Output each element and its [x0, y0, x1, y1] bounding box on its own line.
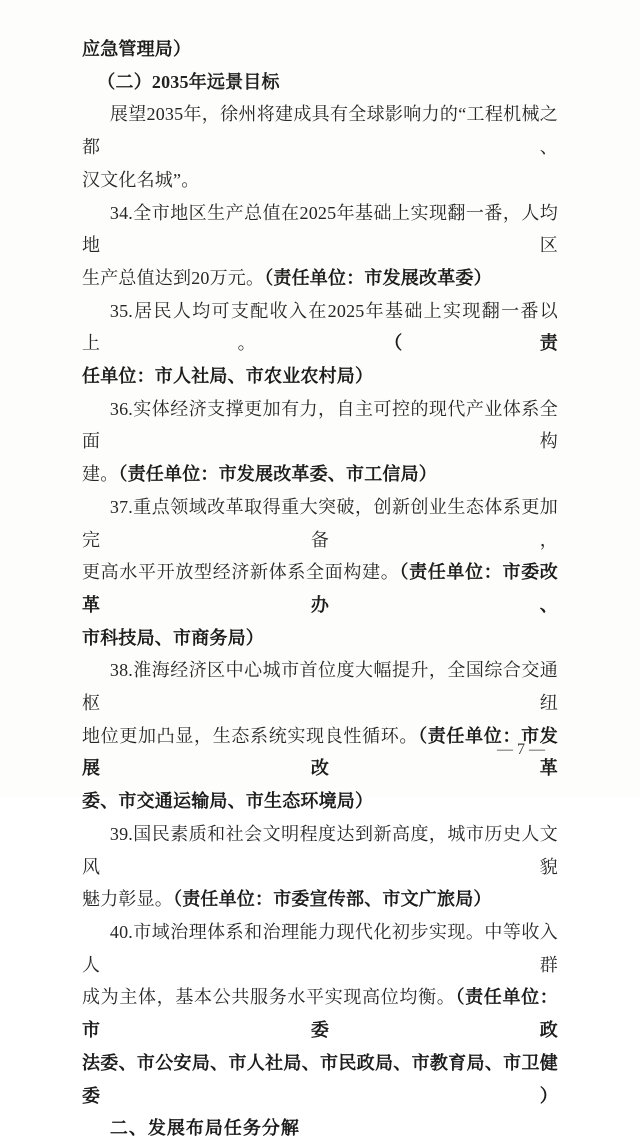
responsibility-unit-text: （责 [393, 333, 558, 354]
responsibility-unit-text: 法委、市公安局、市人社局、市民政局、市教育局、市卫健委） [82, 1052, 558, 1106]
body-text: 38.淮海经济区中心城市首位度大幅提升，全国综合交通枢纽 [82, 660, 558, 714]
document-line [82, 622, 558, 655]
document-line [82, 1047, 558, 1112]
body-text: 34.全市地区生产总值在2025年基础上实现翻一番，人均地区 [82, 202, 558, 256]
responsibility-unit-text: （责任单位：市发展改革 [82, 725, 558, 779]
responsibility-unit-text: 二、发展布局任务分解 [109, 1118, 300, 1139]
document-line [82, 197, 558, 262]
responsibility-unit-text: 委、市交通运输局、市生态环境局） [82, 791, 374, 812]
responsibility-unit-text: （责任单位：市委改革办、 [82, 562, 558, 615]
document-line [82, 262, 558, 295]
document-line [82, 66, 558, 99]
responsibility-unit-text: 应急管理局） [82, 39, 192, 59]
body-text: 成为主体，基本公共服务水平实现高位均衡。 [82, 987, 456, 1008]
responsibility-unit-text: （责任单位：市发展改革委、市工信局） [118, 464, 438, 485]
document-line [82, 33, 558, 66]
body-text: 36.实体经济支撑更加有力，自主可控的现代产业体系全面构 [82, 398, 558, 452]
body-text: 39.国民素质和社会文明程度达到新高度，城市历史人文风貌 [82, 823, 558, 877]
body-text: 魅力彰显。 [82, 889, 173, 910]
document-line [82, 981, 558, 1046]
body-text: 35.居民人均可支配收入在2025年基础上实现翻一番以上。 [82, 300, 558, 354]
body-text: 40.市域治理体系和治理能力现代化初步实现。中等收入人群 [82, 921, 558, 975]
document-lines [82, 33, 558, 1145]
document-line [82, 295, 558, 360]
document-line [82, 720, 558, 785]
document-line [82, 360, 558, 393]
body-text: 展望2035年，徐州将建成具有全球影响力的“工程机械之都、 [82, 104, 558, 158]
responsibility-unit-text: 市科技局、市商务局） [82, 627, 264, 648]
document-line [82, 1112, 558, 1145]
responsibility-unit-text: 任单位：市人社局、市农业农村局） [82, 366, 374, 387]
document-line [82, 556, 558, 621]
document-line [82, 818, 558, 883]
page-number: — 7 — [497, 741, 545, 758]
document-line [82, 164, 558, 197]
responsibility-unit-text: （责任单位：市委宣传部、市文广旅局） [173, 889, 492, 910]
document-line [82, 785, 558, 818]
document-line [82, 916, 558, 981]
body-text: （二）2035年远景目标 [97, 71, 280, 92]
body-text: 建。 [82, 464, 119, 485]
document-line [82, 491, 558, 556]
body-text: 汉文化名城”。 [82, 169, 200, 190]
body-text: 地位更加凸显，生态系统实现良性循环。 [82, 725, 419, 746]
document-line [82, 98, 558, 163]
document-line [82, 458, 558, 491]
body-text: 生产总值达到20万元。 [82, 267, 265, 288]
body-text: 更高水平开放型经济新体系全面构建。 [82, 562, 400, 583]
responsibility-unit-text: （责任单位：市委政 [82, 987, 558, 1041]
document-line [82, 654, 558, 719]
document-line [82, 393, 558, 458]
document-line [82, 883, 558, 916]
body-text: 37.重点领域改革取得重大突破，创新创业生态体系更加完备， [82, 496, 558, 550]
responsibility-unit-text: （责任单位：市发展改革委） [264, 267, 492, 288]
